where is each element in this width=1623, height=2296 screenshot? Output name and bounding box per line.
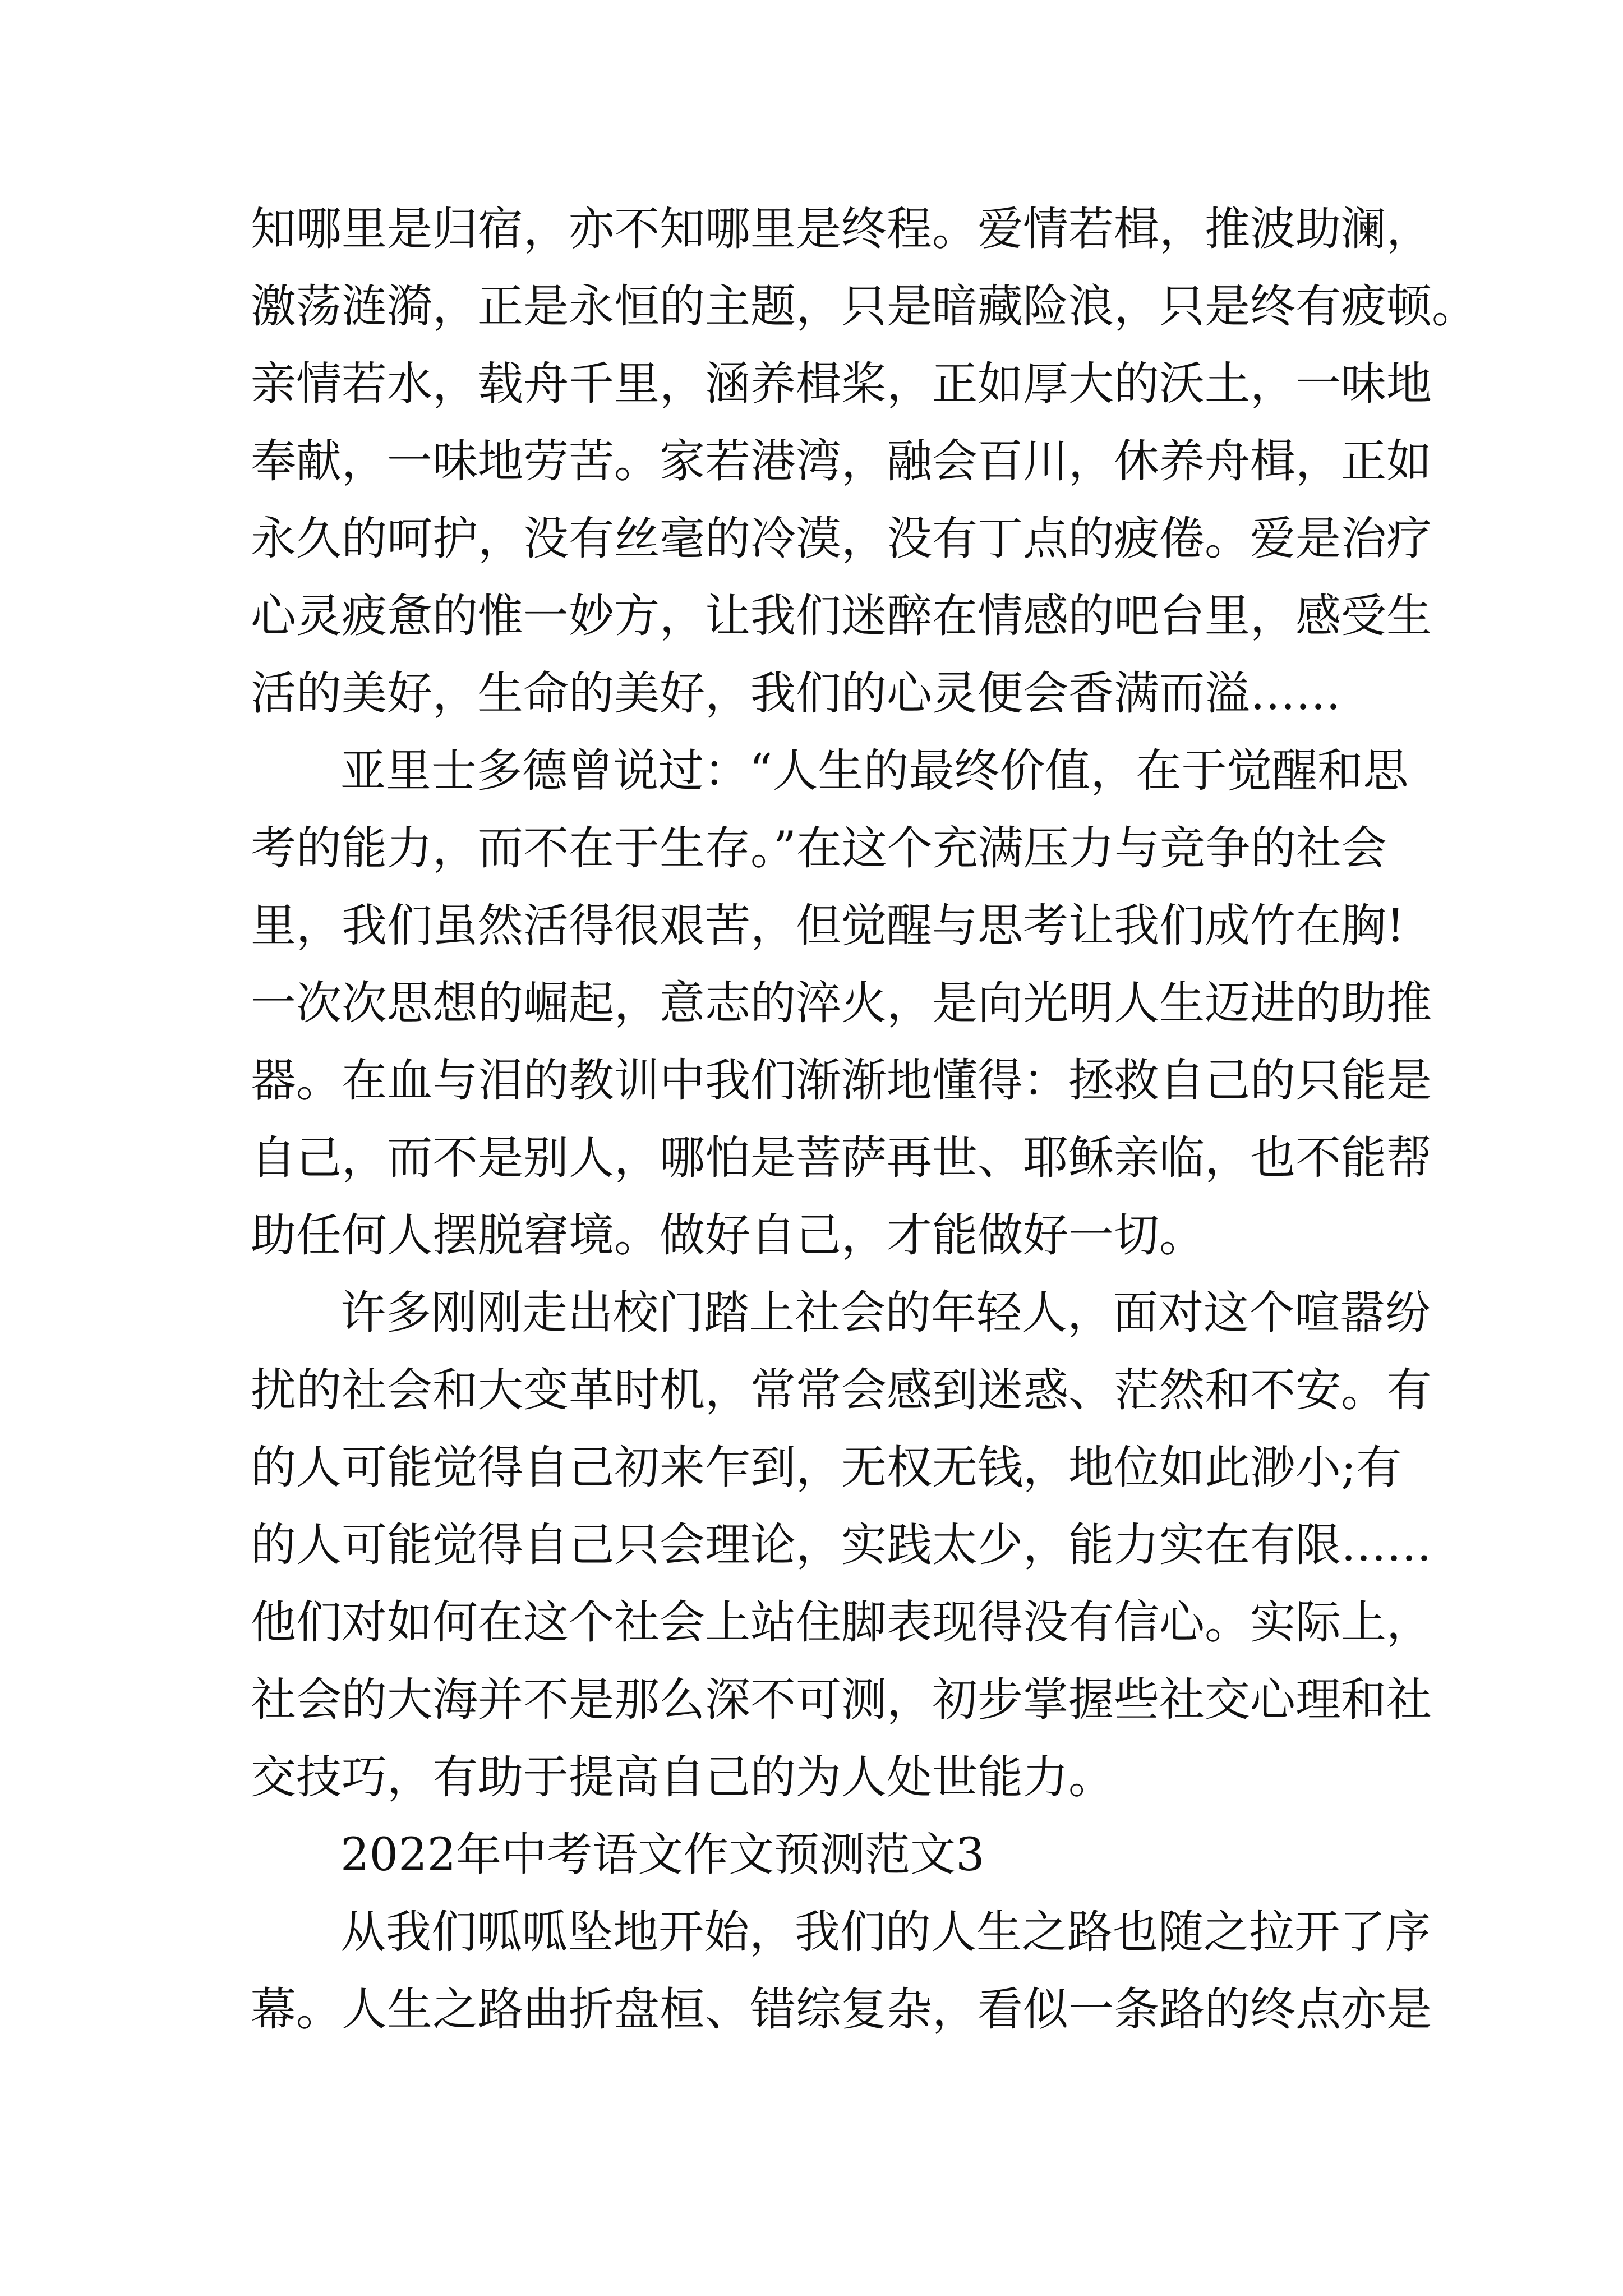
text-line: 亲情若水，载舟千里，涵养楫桨，正如厚大的沃土，一味地	[251, 358, 1432, 411]
text-line: 交技巧，有助于提高自己的为人处世能力。	[251, 1751, 1114, 1804]
text-line: 奉献，一味地劳苦。家若港湾，融会百川，休养舟楫，正如	[251, 435, 1432, 488]
paragraph-start-line: 许多刚刚走出校门踏上社会的年轻人，面对这个喧嚣纷	[340, 1287, 1431, 1340]
text-line: 的人可能觉得自己初来乍到，无权无钱，地位如此渺小;有	[251, 1442, 1402, 1494]
text-line: 助任何人摆脱窘境。做好自己，才能做好一切。	[251, 1209, 1205, 1262]
text-line: 自己，而不是别人，哪怕是菩萨再世、耶稣亲临，也不能帮	[251, 1132, 1432, 1185]
text-line: 活的美好，生命的美好，我们的心灵便会香满而溢……	[251, 668, 1341, 720]
text-line: 考的能力，而不在于生存。”在这个充满压力与竞争的社会	[251, 822, 1387, 875]
paragraph-start-line: 从我们呱呱坠地开始，我们的人生之路也随之拉开了序	[340, 1906, 1431, 1959]
text-line: 器。在血与泪的教训中我们渐渐地懂得：拯救自己的只能是	[251, 1055, 1432, 1107]
section-heading: 2022年中考语文作文预测范文3	[340, 1829, 985, 1881]
text-line: 扰的社会和大变革时机，常常会感到迷惑、茫然和不安。有	[251, 1364, 1432, 1417]
text-line: 幕。人生之路曲折盘桓、错综复杂，看似一条路的终点亦是	[251, 1984, 1432, 2036]
text-line: 激荡涟漪，正是永恒的主题，只是暗藏险浪，只是终有疲顿。	[251, 280, 1478, 333]
text-line: 心灵疲惫的惟一妙方，让我们迷醉在情感的吧台里，感受生	[251, 590, 1432, 643]
text-line: 知哪里是归宿，亦不知哪里是终程。爱情若楫，推波助澜，	[251, 203, 1432, 256]
text-line: 里，我们虽然活得很艰苦，但觉醒与思考让我们成竹在胸!	[251, 900, 1405, 953]
text-line: 永久的呵护，没有丝毫的冷漠，没有丁点的疲倦。爱是治疗	[251, 513, 1432, 565]
text-line: 他们对如何在这个社会上站住脚表现得没有信心。实际上，	[251, 1596, 1432, 1649]
paragraph-start-line: 亚里士多德曾说过：“人生的最终价值，在于觉醒和思	[340, 745, 1409, 798]
text-line: 社会的大海并不是那么深不可测，初步掌握些社交心理和社	[251, 1674, 1432, 1727]
body-text	[251, 191, 1478, 2049]
text-line: 的人可能觉得自己只会理论，实践太少，能力实在有限……	[251, 1519, 1432, 1572]
text-line: 一次次思想的崛起，意志的淬火，是向光明人生迈进的助推	[251, 977, 1432, 1030]
